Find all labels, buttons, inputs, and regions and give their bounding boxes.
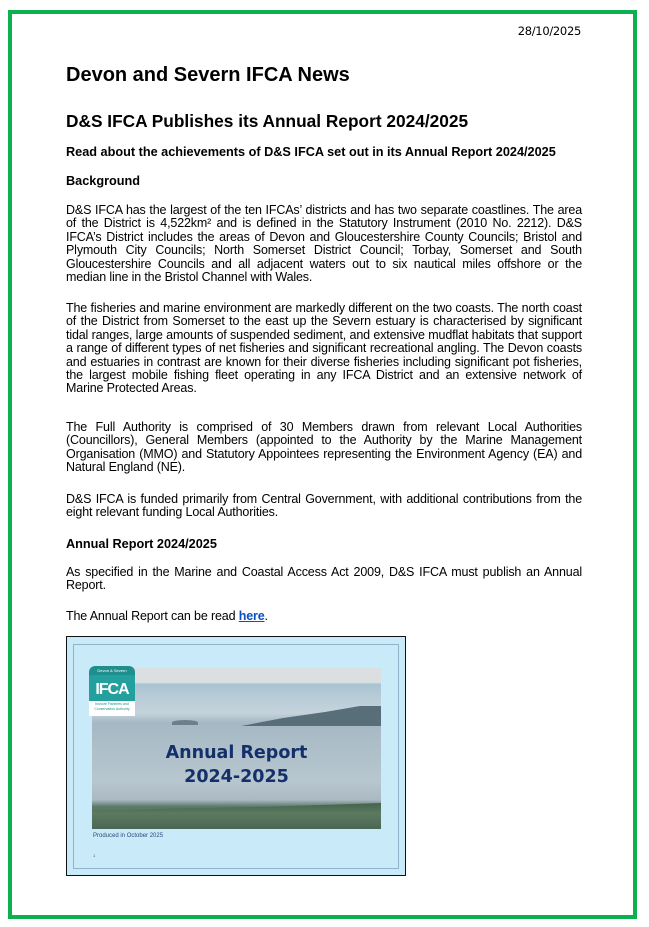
logo-main-text: IFCA <box>89 675 135 701</box>
ifca-logo <box>89 666 135 716</box>
article-lead: Read about the achievements of D&S IFCA set out in its Annual Report 2024/2025 <box>66 145 556 159</box>
cover-title-line1: Annual Report <box>165 743 308 763</box>
read-report-suffix: . <box>264 609 268 623</box>
article-headline: D&S IFCA Publishes its Annual Report 2024/2025 <box>66 111 469 131</box>
cover-photo-coastline <box>92 668 381 829</box>
cover-title-line2: 2024-2025 <box>184 767 289 787</box>
cover-inner-frame <box>73 644 399 869</box>
headland-shape <box>241 706 381 726</box>
page-title: Devon and Severn IFCA News <box>66 64 350 86</box>
annual-report-link[interactable]: here <box>238 609 265 623</box>
publish-date: 28/10/2025 <box>517 24 581 38</box>
field-shape <box>92 803 381 829</box>
annual-report-heading: Annual Report 2024/2025 <box>66 537 217 551</box>
authority-paragraph: The Full Authority is comprised of 30 Members drawn from relevant Local Authorities (Councillors), General Members (appointed to the Authority by the Marine Management Organisation (MMO) and Statutory Appointees representing the Environment Agency (EA) and Natural England (NE). <box>66 420 582 475</box>
cover-page-number: 1 <box>93 853 96 858</box>
annual-report-cover-image[interactable] <box>66 636 406 876</box>
background-heading: Background <box>66 174 141 188</box>
annual-report-paragraph: As specified in the Marine and Coastal Access Act 2009, D&S IFCA must publish an Annual Report. <box>66 565 582 593</box>
read-report-line <box>66 610 582 623</box>
read-report-prefix: The Annual Report can be read <box>66 609 239 623</box>
fisheries-paragraph: The fisheries and marine environment are markedly different on the two coasts. The north coast of the District from Somerset to the east up the Severn estuary is characterised by significant tidal ranges, large amounts of suspended sediment, and extensive mudflat habitats that support a range of different types of net fisheries and significant recreational angling. The Devon coasts and estuaries in contrast are known for their diverse fisheries including significant pot fisheries, the largest mobile fishing fleet operating in any IFCA District and an extensive network of Marine Protected Areas. <box>66 301 582 396</box>
logo-top-text: Devon & Severn <box>89 666 135 675</box>
cover-produced-date: Produced in October 2025 <box>93 833 164 839</box>
background-paragraph: D&S IFCA has the largest of the ten IFCAs’ districts and has two separate coastlines. The area of the District is 4,522km² and is defined in the Statutory Instrument (2010 No. 2212). D&S IFCA’s District includes the areas of Devon and Gloucestershire County Councils; Bristol and Plymouth City Councils; North Somerset District Council; Torbay, Somerset and South Gloucestershire Councils and all adjacent waters out to six nautical miles offshore or the median line in the Bristol Channel with Wales. <box>66 203 582 285</box>
funding-paragraph: D&S IFCA is funded primarily from Central Government, with additional contributions from the eight relevant funding Local Authorities. <box>66 492 582 520</box>
logo-sub-text: Inshore Fisheries and Conservation Authority <box>94 702 130 711</box>
islet-shape <box>172 720 198 725</box>
